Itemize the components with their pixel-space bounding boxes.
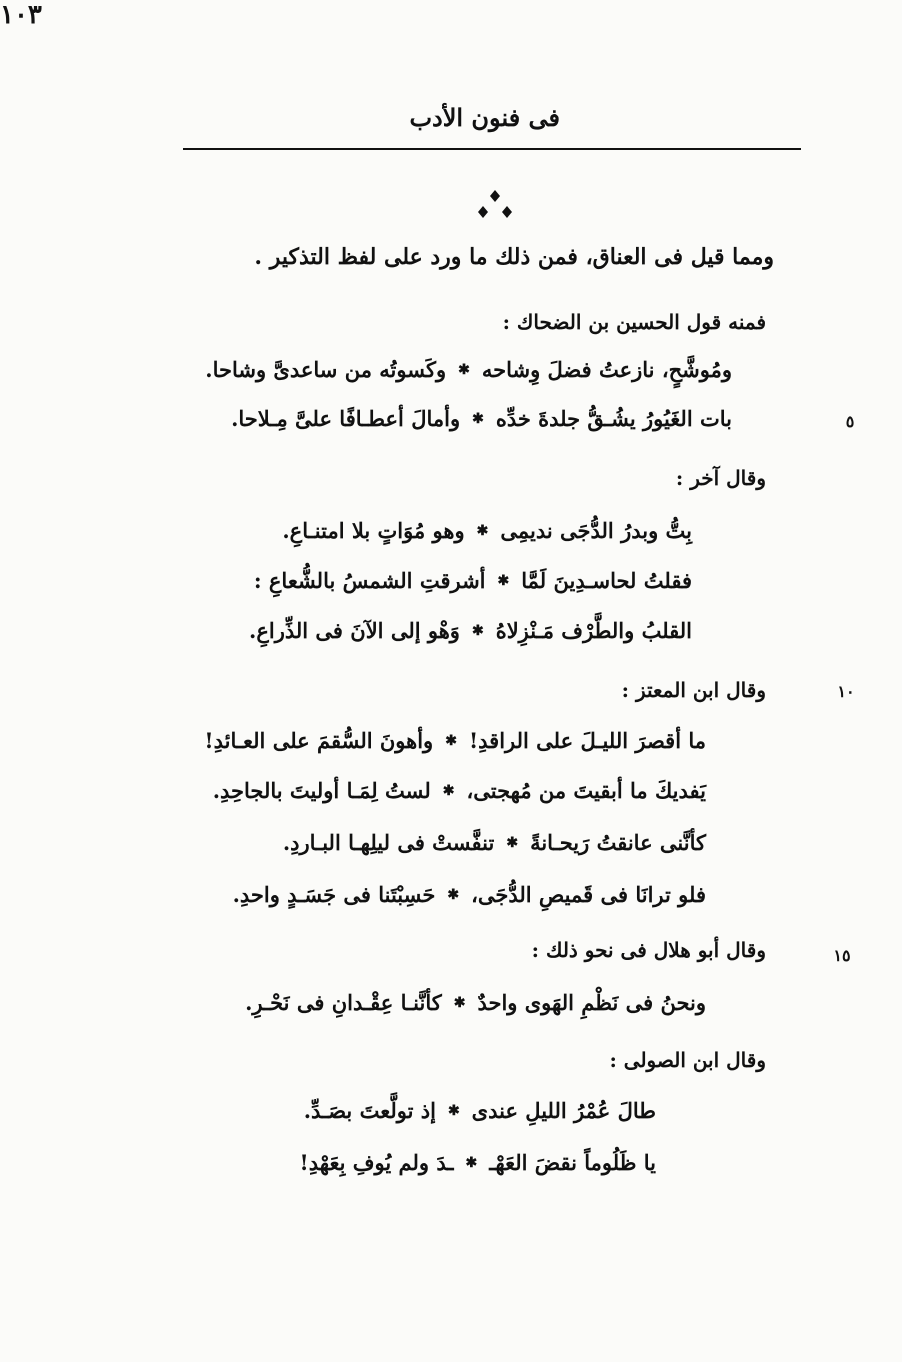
section-intro: ومما قيل فى العناق، فمن ذلك ما ورد على لفظ التذكير .: [254, 244, 774, 270]
verse-line: [231, 406, 732, 431]
speaker-heading: وقال ابن المعتز :: [621, 678, 766, 702]
verse-first-hemistich: ما أقصرَ الليـلَ على الراقدِ!: [468, 728, 706, 753]
verse-first-hemistich: ومُوشَّحٍ، نازعتُ فضلَ وِشاحه: [481, 357, 732, 382]
verse-second-hemistich: وأهونَ السُّقمَ على العـائدِ!: [204, 728, 434, 753]
verse-second-hemistich: وكَسوتُه من ساعدىَّ وشاحا.: [205, 357, 447, 382]
verse-first-hemistich: القلبُ والطَّرْف مَـنْزِلاهُ: [495, 618, 692, 643]
header-rule: [183, 148, 801, 150]
verse-second-hemistich: وهو مُوَاتٍ بلا امتنـاعِ.: [282, 518, 465, 543]
verse-first-hemistich: بات الغَيُورُ يشُـقُّ جلدةَ خدِّه: [495, 406, 732, 431]
verse-separator-star-icon: ✱: [442, 782, 455, 799]
verse-separator-star-icon: ✱: [497, 572, 510, 589]
verse-second-hemistich: إذ تولَّعتَ بصَـدِّ.: [303, 1098, 436, 1123]
verse-line: [233, 882, 706, 907]
verse-separator-star-icon: ✱: [458, 361, 470, 378]
margin-line-number: ٥: [845, 412, 855, 431]
verse-first-hemistich: فلو ترانَا فى قَميصِ الدُّجَى،: [471, 882, 706, 907]
verse-line: [245, 990, 706, 1015]
verse-first-hemistich: يا ظَلُوماً نقضَ العَهْـ: [489, 1150, 656, 1175]
verse-line: [254, 568, 692, 593]
verse-second-hemistich: أشرقتِ الشمسُ بالشُّعاعِ :: [253, 568, 486, 593]
verse-first-hemistich: ونحنُ فى نَظْمِ الهَوى واحدٌ: [477, 990, 706, 1015]
verse-line: [304, 1098, 656, 1123]
verse-separator-star-icon: ✱: [447, 886, 460, 903]
verse-line: [249, 618, 692, 643]
page-number: ١٠٣: [0, 0, 42, 30]
speaker-heading: وقال ابن الصولى :: [609, 1048, 766, 1072]
margin-line-number: ١٥: [833, 946, 851, 965]
verse-first-hemistich: فقلتُ لحاسـدِينَ لَمَّا: [521, 568, 692, 593]
verse-second-hemistich: تنفَّستْ فى ليلِهـا البـاردِ.: [282, 830, 495, 855]
speaker-heading: وقال آخر :: [675, 466, 766, 490]
verse-line: [205, 357, 732, 382]
verse-second-hemistich: ـدَ ولم يُوفِ بِعَهْدِ!: [299, 1150, 454, 1175]
verse-separator-star-icon: ✱: [465, 1154, 478, 1171]
verse-separator-star-icon: ✱: [472, 410, 484, 427]
verse-line: [204, 728, 706, 753]
verse-first-hemistich: يَفديكَ ما أبقيتَ من مُهجتى،: [466, 778, 706, 803]
verse-second-hemistich: وأمالَ أعطـافًا علىَّ مِـلاحا.: [231, 406, 461, 431]
verse-line: [282, 518, 692, 543]
verse-second-hemistich: حَسِبْتَنا فى جَسَـدٍ واحدِ.: [232, 882, 436, 907]
verse-line: [283, 830, 706, 855]
verse-second-hemistich: وَهْو إلى الآنَ فى الذِّراعِ.: [249, 618, 460, 643]
verse-second-hemistich: كأنَّنـا عِقْـدانِ فى نَحْـرِ.: [245, 990, 442, 1015]
margin-line-number: ١٠: [837, 682, 855, 701]
verse-second-hemistich: لستُ لِمَـا أوليتَ بالجاحِدِ.: [212, 778, 431, 803]
verse-first-hemistich: طالَ عُمْرُ الليلِ عندى: [471, 1098, 656, 1123]
verse-line: [213, 778, 706, 803]
verse-separator-star-icon: ✱: [476, 522, 489, 539]
running-header-title: فى فنون الأدب: [409, 103, 560, 132]
speaker-heading: وقال أبو هلال فى نحو ذلك :: [531, 938, 766, 962]
verse-separator-star-icon: ✱: [447, 1102, 460, 1119]
verse-line: [300, 1150, 656, 1175]
verse-first-hemistich: كأنَّنى عانقتُ رَيحـانةً: [530, 830, 706, 855]
verse-separator-star-icon: ✱: [453, 994, 466, 1011]
speaker-heading: فمنه قول الحسين بن الضحاك :: [502, 310, 766, 334]
verse-separator-star-icon: ✱: [506, 834, 519, 851]
verse-separator-star-icon: ✱: [471, 622, 484, 639]
verse-first-hemistich: بِتُّ وبدرُ الدُّجَى نديمِى: [500, 518, 692, 543]
verse-separator-star-icon: ✱: [445, 732, 457, 749]
three-diamond-ornament-icon: [470, 188, 520, 224]
